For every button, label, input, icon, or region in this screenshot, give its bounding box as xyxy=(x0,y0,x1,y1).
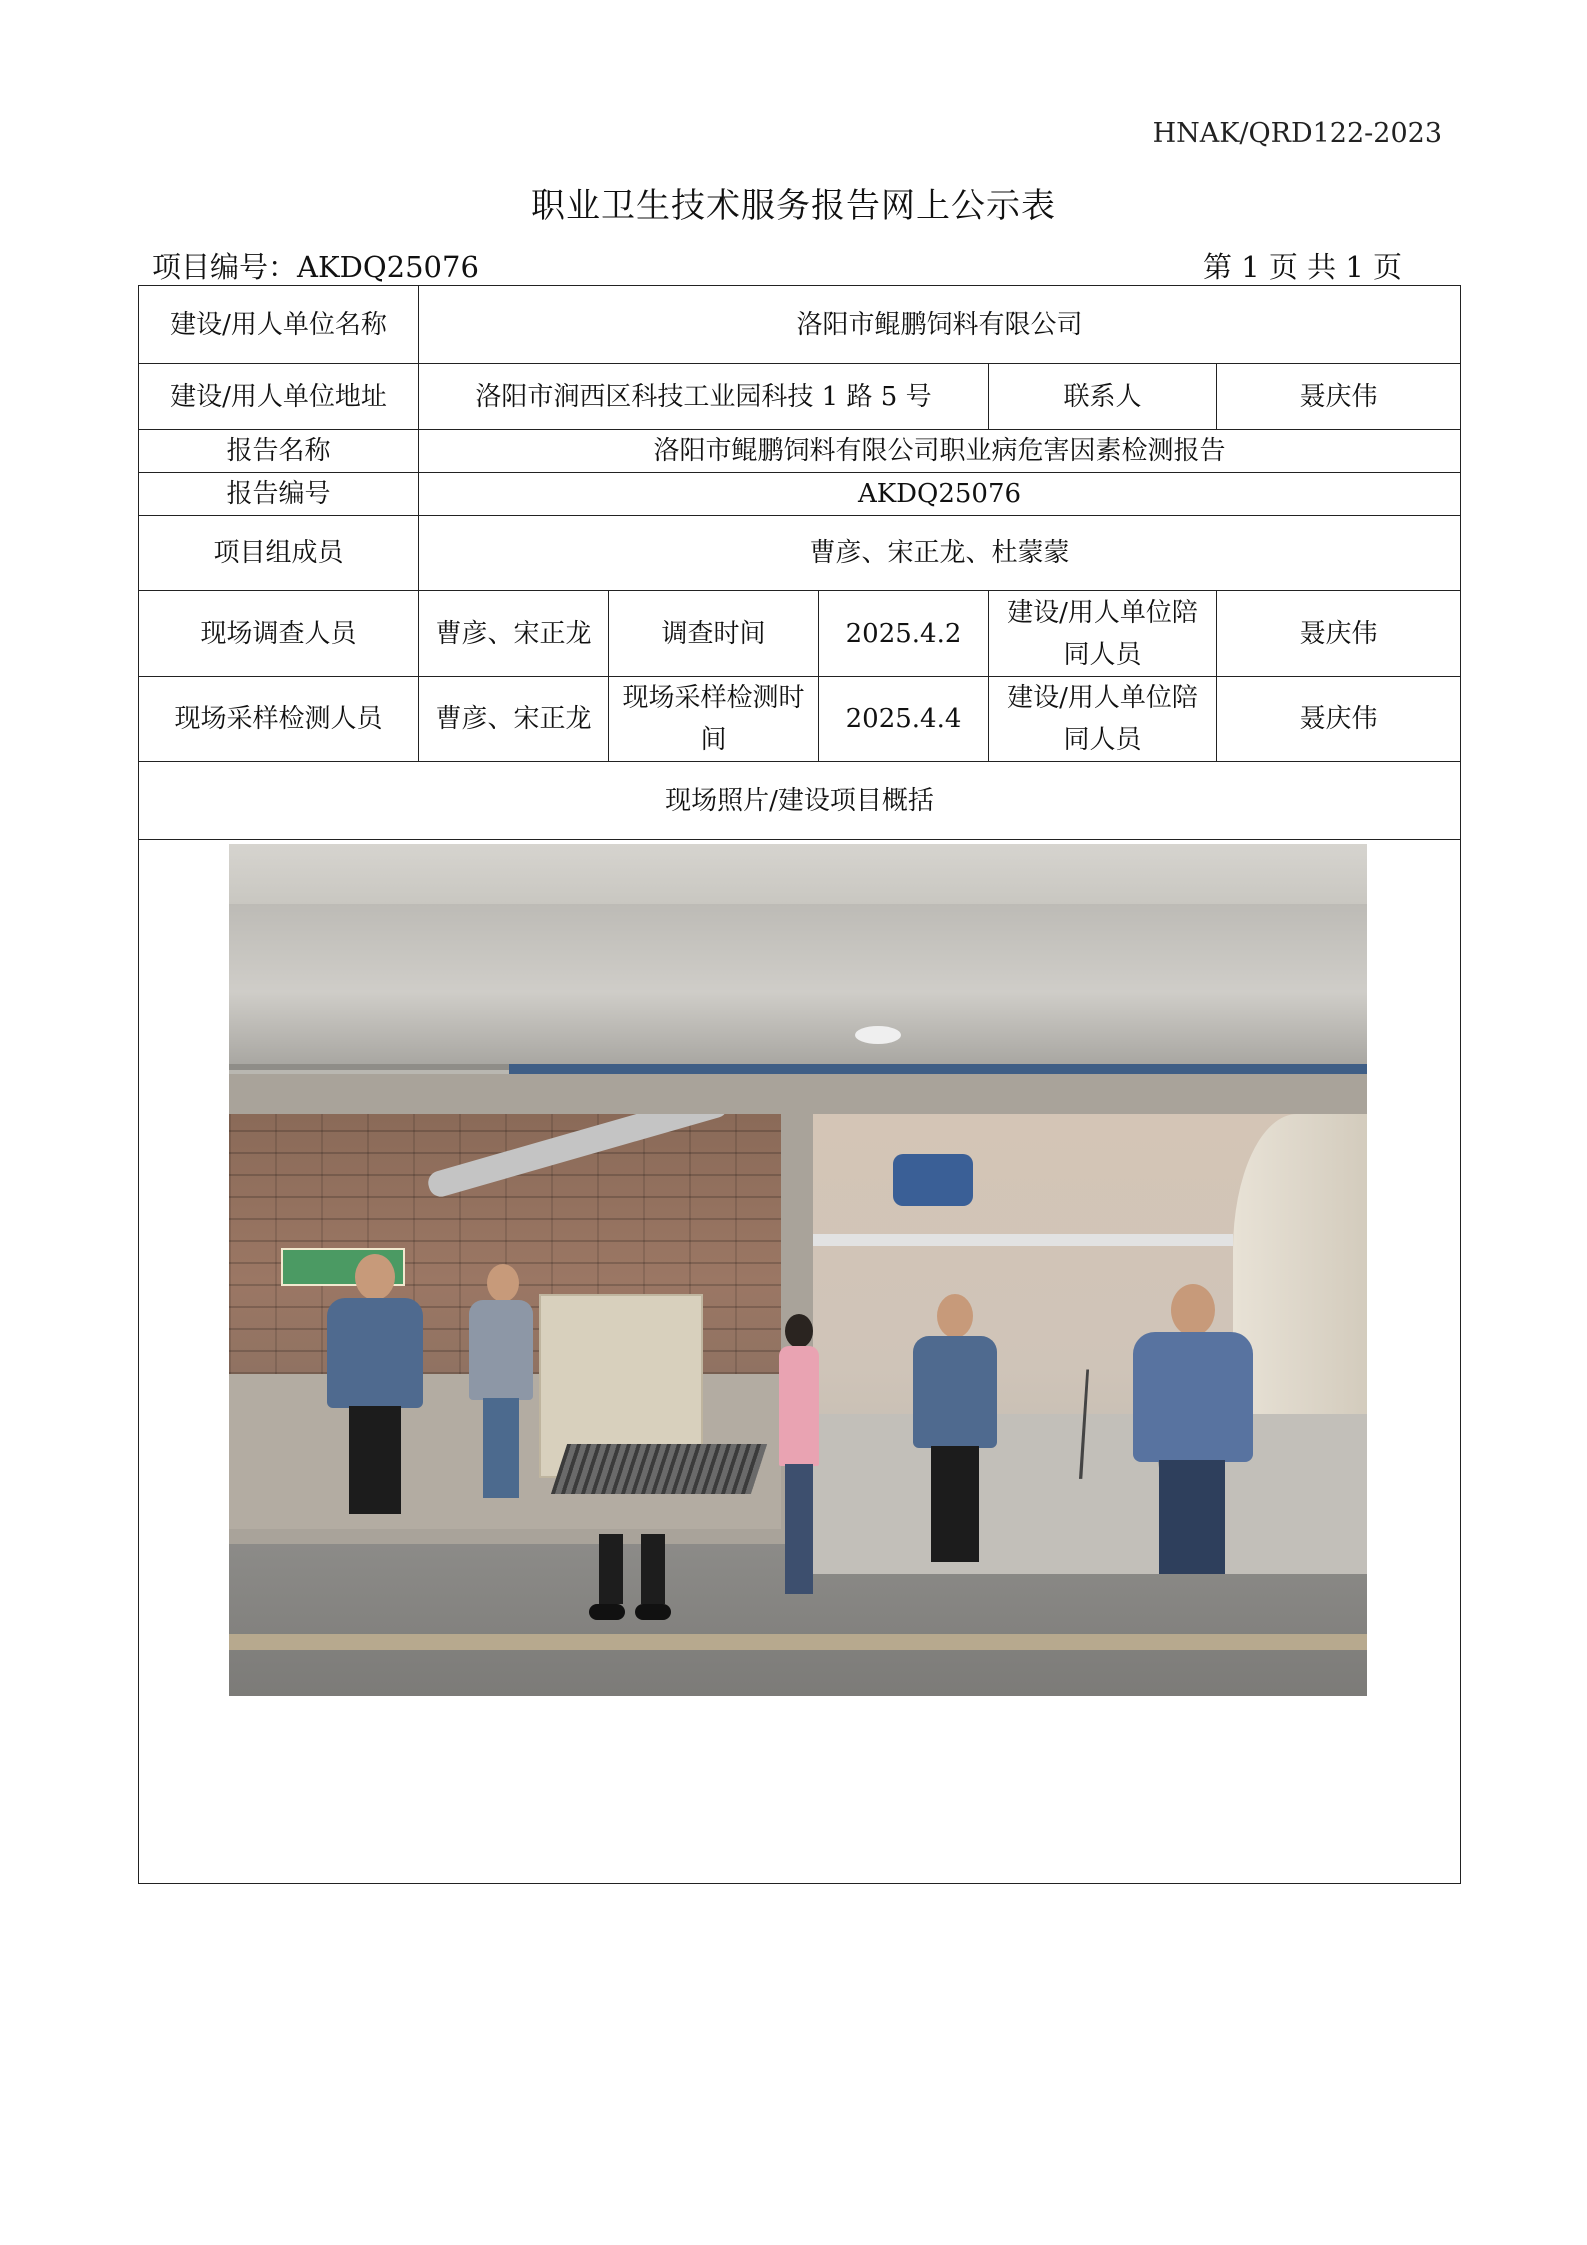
report-number-label: 报告编号 xyxy=(139,473,419,516)
document-code: HNAK/QRD122-2023 xyxy=(1152,118,1442,149)
page-info: 第 1 页 共 1 页 xyxy=(1203,250,1402,284)
standing-person-legs xyxy=(589,1534,681,1624)
survey-time-value: 2025.4.2 xyxy=(819,591,989,677)
survey-time-label: 调查时间 xyxy=(609,591,819,677)
silo-tank xyxy=(1233,1114,1367,1454)
photo-canopy xyxy=(229,904,1367,1070)
members-label: 项目组成员 xyxy=(139,516,419,591)
document-title: 职业卫生技术服务报告网上公示表 xyxy=(531,186,1056,226)
inspector-figure xyxy=(327,1254,423,1514)
sampling-staff-value: 曹彦、宋正龙 xyxy=(419,677,609,762)
project-number-label: 项目编号： xyxy=(152,250,298,284)
members-value: 曹彦、宋正龙、杜蒙蒙 xyxy=(419,516,1461,591)
conveyor-pipe xyxy=(813,1234,1233,1246)
photo-blue-pipe xyxy=(509,1064,1367,1074)
publicity-form-table xyxy=(138,285,1461,1884)
sampling-escort-value: 聂庆伟 xyxy=(1217,677,1461,762)
photos-section-label: 现场照片/建设项目概括 xyxy=(139,762,1461,840)
sampling-time-label: 现场采样检测时间 xyxy=(609,677,819,762)
unit-address-value: 洛阳市涧西区科技工业园科技 1 路 5 号 xyxy=(419,364,989,430)
sampling-time-value: 2025.4.4 xyxy=(819,677,989,762)
report-name-label: 报告名称 xyxy=(139,430,419,473)
sampling-escort-label: 建设/用人单位陪同人员 xyxy=(989,677,1217,762)
blue-motor xyxy=(893,1154,973,1206)
photo-cell xyxy=(139,840,1461,1884)
table-row xyxy=(139,430,1461,473)
worker-figure xyxy=(469,1264,533,1504)
table-row xyxy=(139,516,1461,591)
survey-staff-label: 现场调查人员 xyxy=(139,591,419,677)
table-row xyxy=(139,364,1461,430)
contact-label: 联系人 xyxy=(989,364,1217,430)
unit-name-value: 洛阳市鲲鹏饲料有限公司 xyxy=(419,286,1461,364)
sampling-staff-label: 现场采样检测人员 xyxy=(139,677,419,762)
inspector-figure xyxy=(1133,1284,1253,1574)
inset-photo-dust-collector xyxy=(229,1114,781,1529)
unit-address-label: 建设/用人单位地址 xyxy=(139,364,419,430)
photo-lamp xyxy=(855,1026,901,1044)
survey-staff-value: 曹彦、宋正龙 xyxy=(419,591,609,677)
project-number xyxy=(152,245,479,286)
contact-value: 聂庆伟 xyxy=(1217,364,1461,430)
report-name-value: 洛阳市鲲鹏饲料有限公司职业病危害因素检测报告 xyxy=(419,430,1461,473)
escort-figure xyxy=(777,1314,821,1604)
project-number-value: AKDQ25076 xyxy=(297,250,479,284)
site-photo xyxy=(229,844,1367,1696)
table-row xyxy=(139,677,1461,762)
table-row xyxy=(139,840,1461,1884)
photo-sky xyxy=(229,844,1367,904)
inset-photo-sampling xyxy=(813,1114,1367,1574)
table-row xyxy=(139,591,1461,677)
unit-name-label: 建设/用人单位名称 xyxy=(139,286,419,364)
survey-escort-value: 聂庆伟 xyxy=(1217,591,1461,677)
table-row xyxy=(139,473,1461,516)
inspector-figure xyxy=(913,1294,997,1564)
report-number-value: AKDQ25076 xyxy=(419,473,1461,516)
survey-escort-label: 建设/用人单位陪同人员 xyxy=(989,591,1217,677)
table-row xyxy=(139,762,1461,840)
table-row xyxy=(139,286,1461,364)
floor-grate xyxy=(551,1444,767,1494)
photo-curb xyxy=(229,1634,1367,1650)
